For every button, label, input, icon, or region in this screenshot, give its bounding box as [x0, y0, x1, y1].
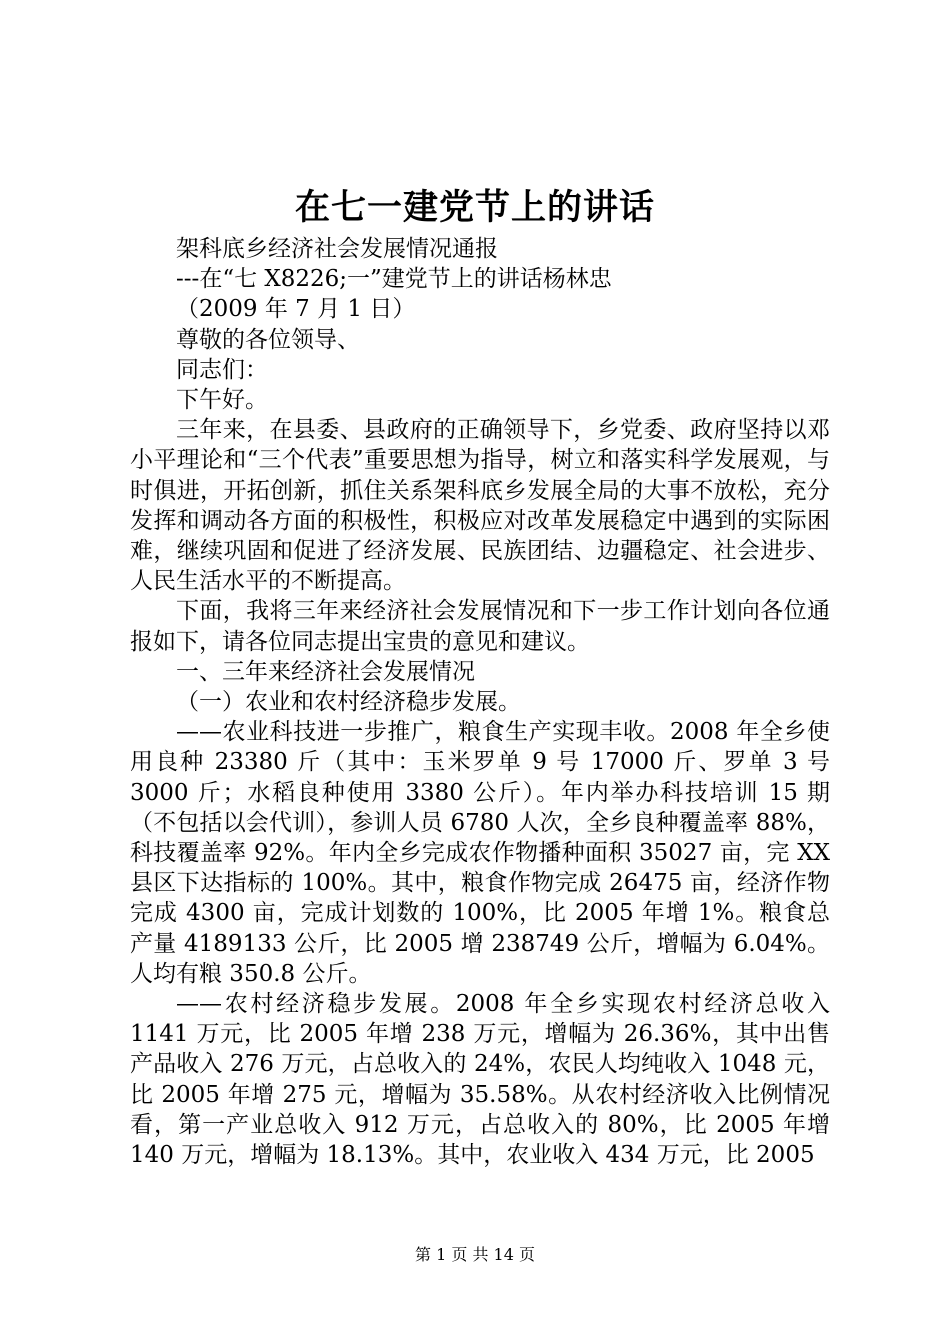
paragraph-three-years: 三年来，在县委、县政府的正确领导下，乡党委、政府坚持以邓小平理论和“三个代表”重要思想为指导，树立和落实科学发展观，与时俱进，开拓创新，抓住关系架科底乡发展全局的大事不放松，充分发挥和调动各方面的积极性，积极应对改革发展稳定中遇到的实际困难，继续巩固和促进了经济发展、民族团结、边疆稳定、社会进步、人民生活水平的不断提高。: [130, 417, 830, 595]
greeting: 下午好。: [176, 387, 268, 414]
document-body: [130, 234, 830, 1170]
salutation-comrades: 同志们：: [176, 356, 268, 383]
report-heading: 架科底乡经济社会发展情况通报: [176, 236, 498, 262]
salutation-leaders: 尊敬的各位领导、: [176, 326, 360, 353]
section-heading-1: 一、三年来经济社会发展情况: [176, 658, 475, 685]
document-title: 在七一建党节上的讲话: [294, 187, 655, 228]
paragraph-report-intro: 下面，我将三年来经济社会发展情况和下一步工作计划向各位通报如下，请各位同志提出宝贵的意见和建议。: [130, 598, 830, 655]
speech-subtitle: ---在“七 X8226;一”建党节上的讲话杨林忠: [176, 266, 612, 293]
paragraph-agri-tech: ——农业科技进一步推广，粮食生产实现丰收。2008 年全乡使用良种 23380 斤（其中：玉米罗单 9 号 17000 斤、罗单 3 号 3000 斤；水稻良种使用 3380 公斤）。年内举办科技培训 15 期（不包括以会代训），参训人员 6780 人次，全乡良种覆盖率 88%，科技覆盖率 92%。年内全乡完成农作物播种面积 35027 亩，完 XX 县区下达指标的 100%。其中，粮食作物完成 26475 亩，经济作物完成 4300 亩，完成计划数的 100%，比 2005 年增 1%。粮食总产量 4189133 公斤，比 2005 增 238749 公斤，增幅为 6.04%。人均有粮 350.8 公斤。: [130, 719, 830, 987]
page-footer: 第 1 页 共 14 页: [415, 1245, 535, 1264]
speech-date: （2009 年 7 月 1 日）: [176, 296, 416, 323]
subsection-heading-1: （一）农业和农村经济稳步发展。: [176, 689, 521, 716]
paragraph-rural-economy: ——农村经济稳步发展。2008 年全乡实现农村经济总收入 1141 万元，比 2005 年增 238 万元，增幅为 26.36%，其中出售产品收入 276 万元，占总收入的 24%，农民人均纯收入 1048 元，比 2005 年增 275 元，增幅为 35.58%。从农村经济收入比例情况看，第一产业总收入 912 万元，占总收入的 80%，比 2005 年增 140 万元，增幅为 18.13%。其中，农业收入 434 万元，比 2005: [130, 991, 830, 1169]
